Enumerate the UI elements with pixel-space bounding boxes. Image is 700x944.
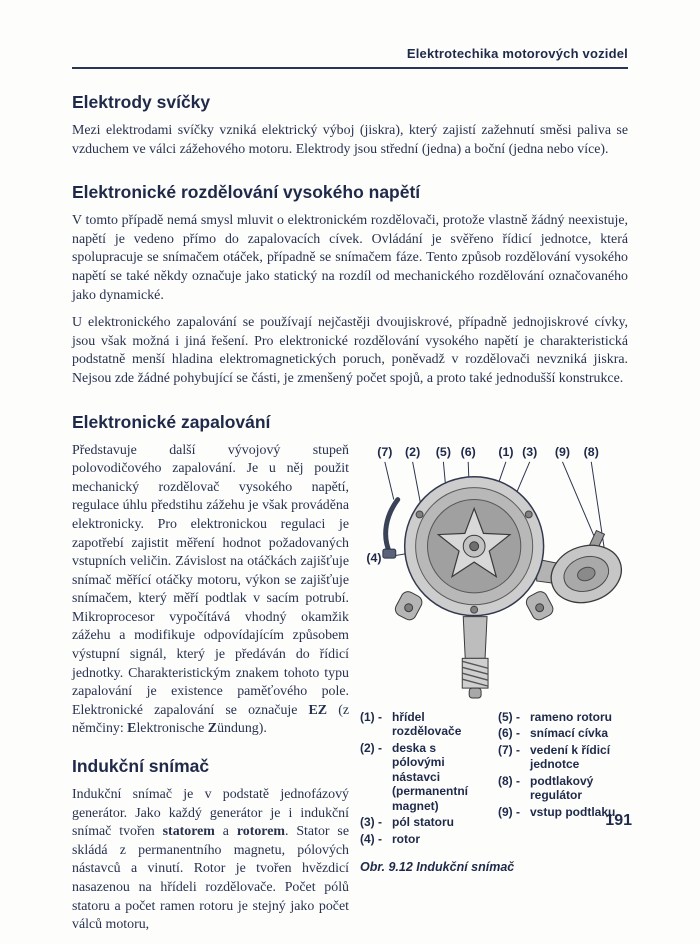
- cable-to-ecu-icon: [383, 499, 398, 558]
- section-elektrody: [72, 92, 628, 159]
- two-column-layout: [72, 442, 628, 944]
- legend-item-number: (1) -: [360, 709, 382, 724]
- legend-item-text: snímací cívka: [530, 726, 609, 741]
- legend-item-number: (7) -: [498, 742, 520, 757]
- legend-item-number: (4) -: [360, 831, 382, 846]
- text-column: [72, 442, 349, 944]
- heading-indukcni-snimac: Indukční snímač: [72, 756, 210, 777]
- callout-5: (5): [435, 444, 451, 459]
- legend-item-number: (6) -: [498, 726, 520, 741]
- legend-item-text: pól statoru: [392, 815, 454, 830]
- callout-3: (3): [522, 444, 538, 459]
- figure-column: [360, 442, 628, 944]
- legend-item-number: (5) -: [498, 709, 520, 724]
- paragraph-indukcni: Indukční snímač je v podstatě jednofázový generátor. Jako každý generátor je i indukční snímač tvořen statorem a rotorem. Stator se skládá z permanentního magnetu, pólových nástavců a vinutí. Rotor je tvořen hvězdicí nasazenou na hřídeli rozdělovače. Počet pólů statoru a počet ramen rotoru je stejný jako počet válců motoru,: [72, 787, 349, 933]
- running-head-title: Elektrotechika motorových vozidel: [406, 46, 628, 61]
- legend-item-number: (3) -: [360, 815, 382, 830]
- paragraph-zapalovani: Představuje další vývojový stupeň polovodičového zapalování. Je u něj použit mechanický rozdělovač vysokého napětí, regulace úhlu předstihu zážehu je však prováděna elektronicky. Pro elektronickou regulaci je zapotřebí zajistit měření hodnot požadovaných vstupních veličin. Závislost na otáčkách zajišťuje snímač měřící otáčky motoru, výkon se zajišťuje snímačem, který měří podtlak v sacím potrubí. Mikroprocesor vypočítává vhodný okamžik zážehu a modifikuje odpovídajícím způsobem výstupní signál, který je předáván do řídicí jednotky. Charakteristickým znakem tohoto typu zapalování je existence paměťového pole. Elektronické zapalování se označuje EZ (z němčiny: Elektronische Zündung).: [72, 442, 349, 737]
- paragraph-elektrody: Mezi elektrodami svíčky vzniká elektrický výboj (jiskra), který zajistí zažehnutí směsi paliva se vzduchem ve válci zážehového motoru. Elektrody jsou střední (jedna) a boční (jedna nebo více).: [72, 123, 628, 157]
- legend-item-4: [360, 832, 490, 847]
- legend-item-8: [498, 774, 628, 803]
- header-rule: [72, 67, 628, 69]
- legend-item-3: [360, 815, 490, 830]
- legend-item-7: [498, 743, 628, 772]
- paragraph-rozdelovani-1: V tomto případě nemá smysl mluvit o elektronickém rozdělovači, protože vlastně žádný neexistuje, napětí je vedeno přímo do zapalovacích cívek. Ovládání je svěřeno řídicí jednotce, která spolupracuje se snímačem otáček, případně se snímačem fáze. Tento způsob rozdělování vysokého napětí se také někdy označuje jako statický na rozdíl od mechanického rozdělování označovaného jako dynamické.: [72, 213, 628, 303]
- legend-item-number: (8) -: [498, 773, 520, 788]
- section-rozdelovani: [72, 182, 628, 388]
- callout-6: (6): [460, 444, 476, 459]
- legend-item-text: hřídel rozdělovače: [392, 709, 462, 739]
- legend-item-2: [360, 741, 490, 814]
- callout-8: (8): [583, 444, 599, 459]
- callout-7: (7): [377, 444, 393, 459]
- callout-4: (4): [366, 550, 382, 565]
- legend-item-5: [498, 710, 628, 725]
- legend-item-text: vstup podtlaku: [530, 804, 616, 819]
- callout-1: (1): [498, 444, 514, 459]
- heading-elektrody-svicky: Elektrody svíčky: [72, 92, 211, 112]
- callout-2: (2): [405, 444, 421, 459]
- legend-item-1: [360, 710, 490, 739]
- legend-item-text: deska s pólovými nástavci (permanentní magnet): [392, 740, 469, 813]
- legend-item-text: rameno rotoru: [530, 709, 613, 724]
- page-number: 191: [605, 812, 632, 829]
- legend-item-number: (2) -: [360, 740, 382, 755]
- figure-caption: Obr. 9.12 Indukční snímač: [360, 860, 515, 875]
- callout-9: (9): [554, 444, 571, 459]
- drive-shaft: [462, 616, 488, 697]
- legend-item-6: [498, 726, 628, 741]
- heading-elektronicke-zapalovani: Elektronické zapalování: [72, 411, 271, 432]
- legend-item-number: (9) -: [498, 804, 520, 819]
- page-header: [72, 46, 628, 62]
- legend-item-text: vedení k řídicí jednotce: [530, 742, 611, 772]
- legend-item-text: rotor: [392, 831, 420, 846]
- paragraph-rozdelovani-2: U elektronického zapalování se používají nejčastěji dvoujiskrové, případně jednojiskrové cívky, jsou však možná i jiná řešení. Pro elektronické rozdělování vysokého napětí je charakteristická podstatně menší hladina elektromagnetických poruch, poněvadž v rozdělovači nevzniká jiskra. Nejsou zde žádné pohybující se části, je zmenšený počet spojů, a proto také jednodušší konstrukce.: [72, 315, 628, 386]
- legend-column-left: [360, 710, 490, 849]
- legend-item-text: podtlakový regulátor: [530, 773, 594, 803]
- heading-rozdelovani: Elektronické rozdělování vysokého napětí: [72, 182, 421, 203]
- figure-legend: [360, 710, 628, 849]
- figure-distributor-drawing: [360, 442, 628, 702]
- vacuum-regulator: [544, 530, 628, 611]
